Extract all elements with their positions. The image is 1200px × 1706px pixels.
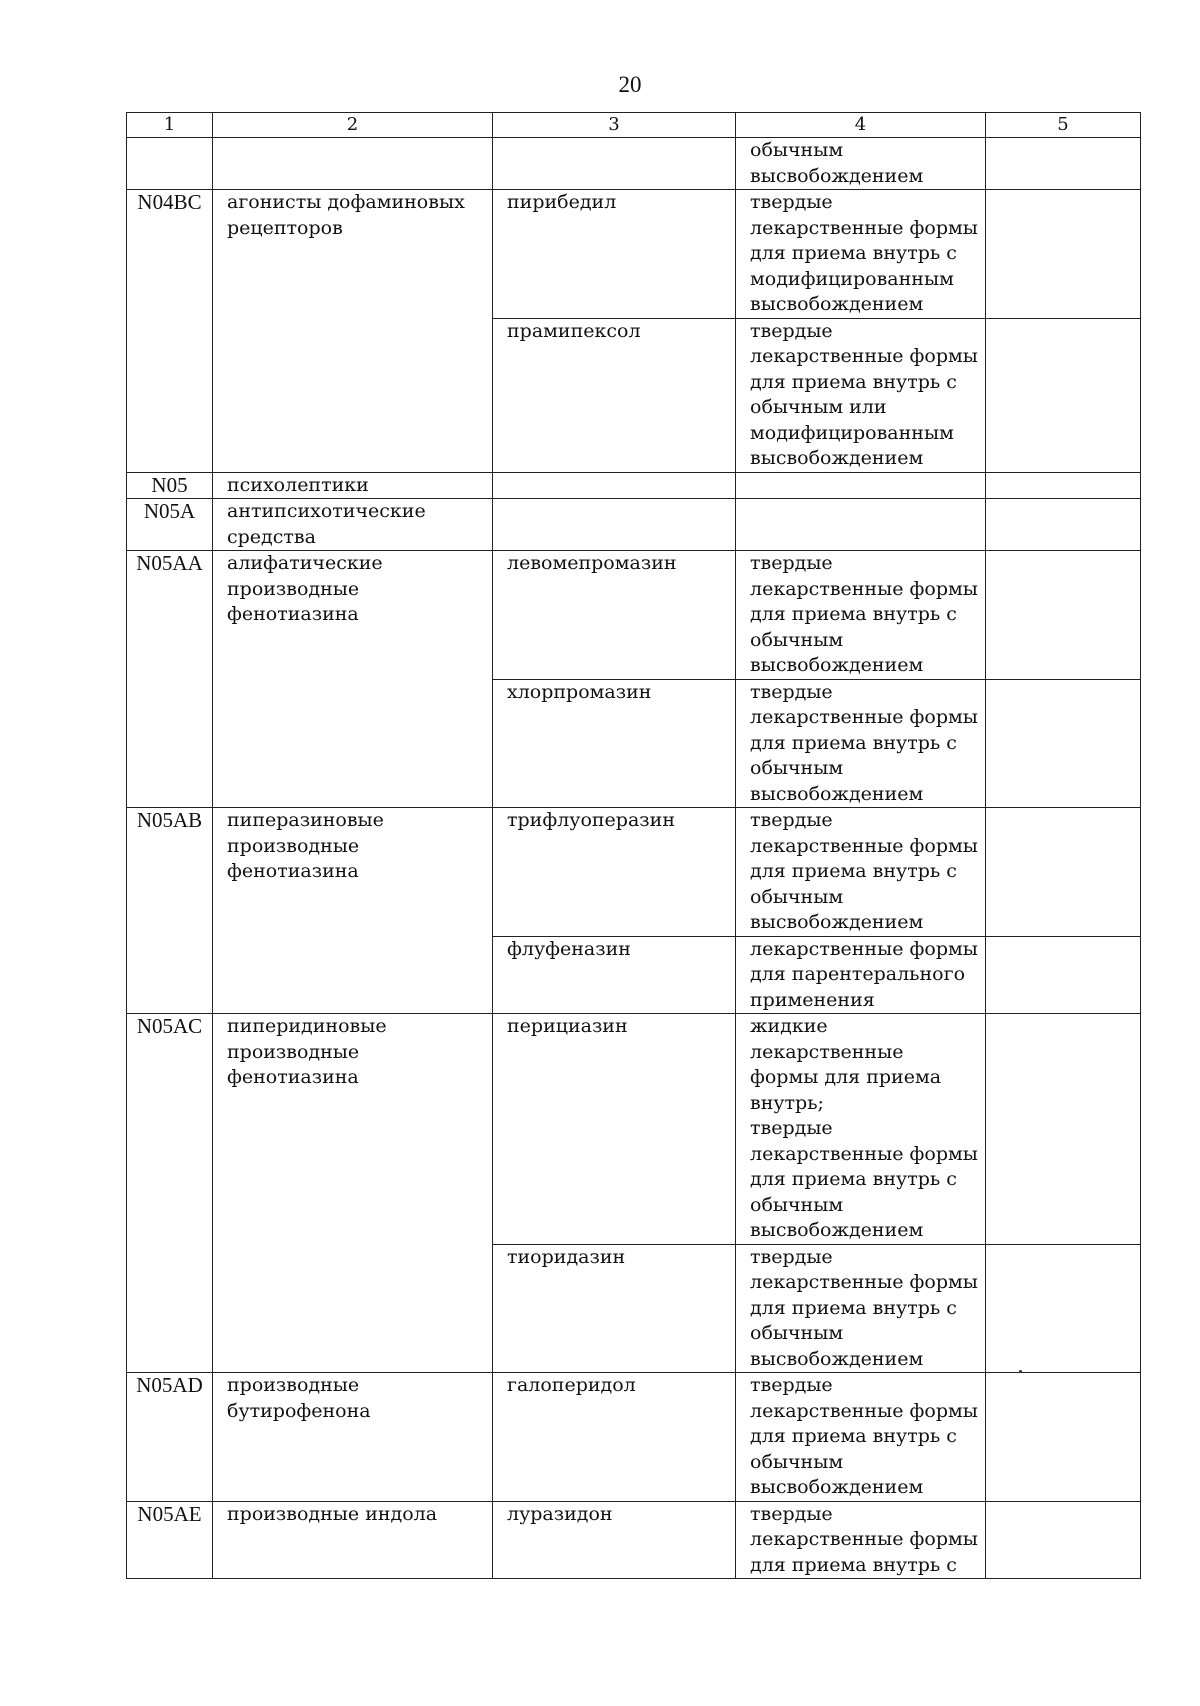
- table-row: [127, 190, 1141, 319]
- table-row: [127, 1014, 1141, 1245]
- drug-cell: перициазин: [493, 1014, 736, 1245]
- group-cell: [213, 138, 493, 190]
- drug-cell: пирибедил: [493, 190, 736, 319]
- atc-code-cell: N05AC: [127, 1014, 213, 1373]
- group-cell: пиперазиновые производные фенотиазина: [213, 808, 493, 1014]
- drug-cell: хлорпромазин: [493, 679, 736, 808]
- note-cell: [986, 679, 1141, 808]
- scan-speck: [1019, 1370, 1022, 1373]
- note-cell: [986, 499, 1141, 551]
- group-cell: антипсихотические средства: [213, 499, 493, 551]
- note-cell: [986, 1373, 1141, 1502]
- dosage-form-cell: жидкие лекарственные формы для приема внутрь; твердые лекарственные формы для приема внутрь с обычным высвобождением: [736, 1014, 986, 1245]
- dosage-form-cell: твердые лекарственные формы для приема внутрь с обычным высвобождением: [736, 551, 986, 680]
- atc-code-cell: N05AD: [127, 1373, 213, 1502]
- atc-code-cell: N05A: [127, 499, 213, 551]
- drug-cell: флуфеназин: [493, 936, 736, 1014]
- drug-cell: трифлуоперазин: [493, 808, 736, 937]
- dosage-form-cell: [736, 472, 986, 499]
- atc-code-cell: N05AB: [127, 808, 213, 1014]
- dosage-form-cell: лекарственные формы для парентерального применения: [736, 936, 986, 1014]
- dosage-form-cell: [736, 499, 986, 551]
- drug-cell: прамипексол: [493, 318, 736, 472]
- dosage-form-cell: твердые лекарственные формы для приема внутрь с обычным или модифицированным высвобождением: [736, 318, 986, 472]
- header-cell-2: 2: [213, 113, 493, 138]
- note-cell: [986, 190, 1141, 319]
- drug-cell: [493, 138, 736, 190]
- drug-table: [126, 112, 1141, 1579]
- group-cell: пиперидиновые производные фенотиазина: [213, 1014, 493, 1373]
- group-cell: психолептики: [213, 472, 493, 499]
- note-cell: [986, 808, 1141, 937]
- note-cell: [986, 1014, 1141, 1245]
- dosage-form-cell: обычным высвобождением: [736, 138, 986, 190]
- table-row: [127, 551, 1141, 680]
- header-cell-1: 1: [127, 113, 213, 138]
- drug-cell: [493, 472, 736, 499]
- table-row: [127, 472, 1141, 499]
- note-cell: [986, 138, 1141, 190]
- dosage-form-cell: твердые лекарственные формы для приема внутрь с обычным высвобождением: [736, 1244, 986, 1373]
- atc-code-cell: [127, 138, 213, 190]
- header-cell-4: 4: [736, 113, 986, 138]
- note-cell: [986, 1501, 1141, 1579]
- note-cell: [986, 318, 1141, 472]
- dosage-form-cell: твердые лекарственные формы для приема внутрь с обычным высвобождением: [736, 808, 986, 937]
- note-cell: [986, 551, 1141, 680]
- table-row: [127, 808, 1141, 937]
- note-cell: [986, 936, 1141, 1014]
- atc-code-cell: N04BC: [127, 190, 213, 473]
- dosage-form-cell: твердые лекарственные формы для приема внутрь с обычным высвобождением: [736, 679, 986, 808]
- dosage-form-cell: твердые лекарственные формы для приема внутрь с модифицированным высвобождением: [736, 190, 986, 319]
- page-number: 20: [618, 72, 642, 97]
- drug-cell: галоперидол: [493, 1373, 736, 1502]
- group-cell: агонисты дофаминовых рецепторов: [213, 190, 493, 473]
- header-cell-3: 3: [493, 113, 736, 138]
- group-cell: производные бутирофенона: [213, 1373, 493, 1502]
- atc-code-cell: N05AA: [127, 551, 213, 808]
- table-row: [127, 1373, 1141, 1502]
- atc-code-cell: N05AE: [127, 1501, 213, 1579]
- table-row: [127, 138, 1141, 190]
- table-row: [127, 1501, 1141, 1579]
- atc-code-cell: N05: [127, 472, 213, 499]
- dosage-form-cell: твердые лекарственные формы для приема внутрь с обычным высвобождением: [736, 1373, 986, 1502]
- drug-cell: луразидон: [493, 1501, 736, 1579]
- table-header-row: [127, 113, 1141, 138]
- group-cell: производные индола: [213, 1501, 493, 1579]
- note-cell: [986, 472, 1141, 499]
- drug-cell: тиоридазин: [493, 1244, 736, 1373]
- note-cell: [986, 1244, 1141, 1373]
- drug-cell: [493, 499, 736, 551]
- table-row: [127, 499, 1141, 551]
- group-cell: алифатические производные фенотиазина: [213, 551, 493, 808]
- dosage-form-cell: твердые лекарственные формы для приема внутрь с: [736, 1501, 986, 1579]
- drug-cell: левомепромазин: [493, 551, 736, 680]
- header-cell-5: 5: [986, 113, 1141, 138]
